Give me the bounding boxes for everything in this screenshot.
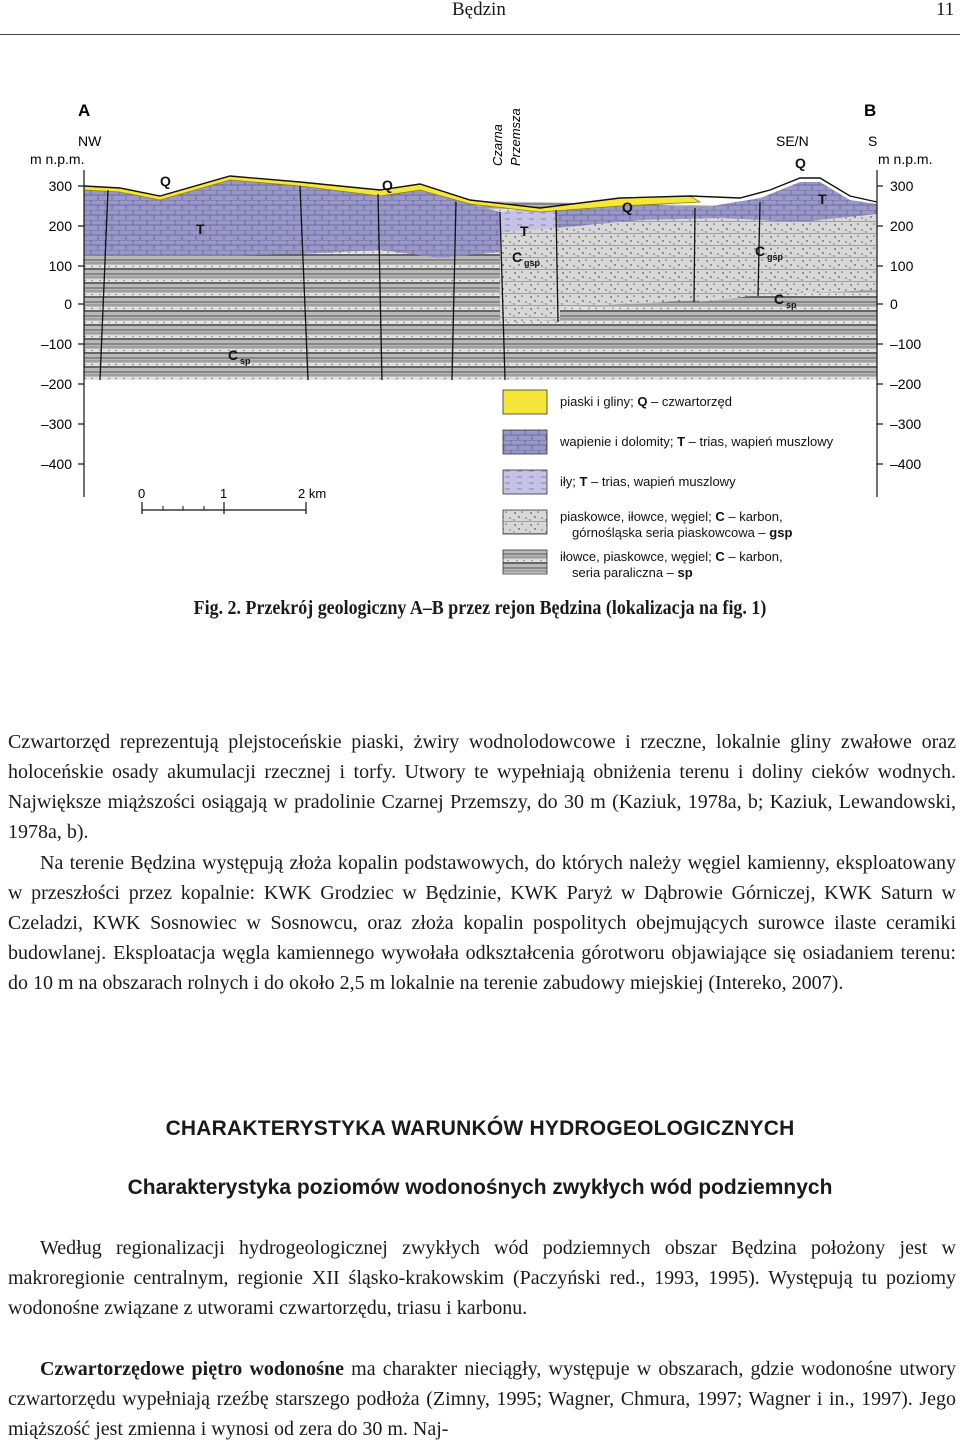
body-paragraph: Na terenie Będzina występują złoża kopalin podstawowych, do których należy węgiel kamienny, eksploatowany w przeszłości przez kopalnie: KWK Grodziec w Będzinie, KWK Paryż w Dąbrowie Górniczej, KWK Saturn w Czeladzi, KWK Sosnowiec w Sosnowcu, oraz złoża kopalin pospolitych obejmujących surowce ilaste ceramiki budowlanej. Eksploatacja węgla kamiennego wywołała odkształcenia górotworu objawiające się osiadaniem terenu: do 10 m na obszarach rolnych i do około 2,5 m lokalnie na terenie zabudowy miejskiej (Intereko, 2007). <box>8 852 956 994</box>
legend-label-line2: seria paraliczna – sp <box>572 565 693 580</box>
map-label-c: C <box>512 249 523 265</box>
y-tick-label: 0 <box>64 296 72 312</box>
section-end-label-a: A <box>78 101 91 120</box>
y-axis-left <box>41 178 84 472</box>
map-label-sp: sp <box>786 300 797 310</box>
subsection-heading: Charakterystyka poziomów wodonośnych zwykłych wód podziemnych <box>127 1176 833 1199</box>
map-label-t: T <box>520 223 529 239</box>
map-label-c: C <box>755 243 766 259</box>
unit-right: m n.p.m. <box>878 151 933 167</box>
gsp-layer-mid <box>556 214 700 308</box>
legend-swatch <box>503 510 547 534</box>
river-label-line1: Czarna <box>490 124 505 166</box>
y-axis-right <box>877 178 921 472</box>
unit-left: m n.p.m. <box>30 151 85 167</box>
legend-label: iłowce, piaskowce, węgiel; C – karbon, <box>560 549 783 564</box>
map-label-t: T <box>818 191 827 207</box>
y-tick-label: –100 <box>40 336 72 352</box>
body-paragraph <box>8 1354 956 1444</box>
geological-cross-section-figure <box>0 90 960 590</box>
y-tick-label: 100 <box>48 258 72 274</box>
y-tick-label: 300 <box>48 178 72 194</box>
map-label-c: C <box>228 347 239 363</box>
body-paragraph: Czwartorzęd reprezentują plejstoceńskie piaski, żwiry wodnolodowcowe i rzeczne, lokalnie gliny zwałowe oraz holoceńskie osady akumulacji rzecznej i torfy. Utwory te wypełniają obniżenia terenu i doliny cieków wodnych. Największe miąższości osiągają w pradolinie Czarnej Przemszy, do 30 m (Kaziuk, 1978a, b; Kaziuk, Lewandowski, 1978a, b). <box>8 731 956 843</box>
legend-label: piaski i gliny; Q – czwartorzęd <box>560 394 732 409</box>
section-heading: CHARAKTERYSTYKA WARUNKÓW HYDROGEOLOGICZNYCH <box>165 1117 795 1140</box>
map-label-q: Q <box>622 199 633 215</box>
map-label-sp: sp <box>240 356 251 366</box>
y-tick-label: –200 <box>890 376 922 392</box>
y-tick-label: 100 <box>890 258 914 274</box>
y-tick-label: –400 <box>890 456 922 472</box>
y-tick-label: –400 <box>40 456 72 472</box>
direction-nw: NW <box>78 133 102 149</box>
y-tick-label: –200 <box>40 376 72 392</box>
body-paragraph: Według regionalizacji hydrogeologicznej zwykłych wód podziemnych obszar Będzina położony jest w makroregionie centralnym, regionie XII śląsko-krakowskim (Paczyński red., 1993, 1995). Występują tu poziomy wodonośne związane z utworami czwartorzędu, triasu i karbonu. <box>8 1237 956 1319</box>
y-tick-label: 200 <box>48 218 72 234</box>
legend-label: wapienie i dolomity; T – trias, wapień muszlowy <box>560 434 834 449</box>
page-number: 11 <box>936 0 955 20</box>
scale-label: 2 km <box>298 486 327 501</box>
section-end-label-b: B <box>864 101 877 120</box>
running-title: Będzin <box>452 0 506 20</box>
legend-swatch <box>503 430 547 454</box>
legend-label-line2: górnośląska seria piaskowcowa – gsp <box>572 525 793 540</box>
map-label-q: Q <box>795 155 806 171</box>
gsp-layer-left <box>500 222 560 322</box>
river-label-line2: Przemsza <box>508 108 523 166</box>
map-label-t: T <box>196 221 205 237</box>
y-tick-label: 0 <box>890 296 898 312</box>
direction-sen: SE/N <box>776 133 809 149</box>
paragraph-text: ma charakter nieciągły, występuje w obszarach, gdzie wodonośne utwory czwartorzędu wypełniają rzeźbę starszego podłoża (Zimny, 1995; Wagner, Chmura, 1997; Wagner i in., 1997). Jego miąższość jest zmienna i wynosi od zera do 30 m. Naj- <box>8 1358 956 1440</box>
y-tick-label: 200 <box>890 218 914 234</box>
y-tick-label: –300 <box>890 416 922 432</box>
figure-caption: Fig. 2. Przekrój geologiczny A–B przez rejon Będzina (lokalizacja na fig. 1) <box>193 598 767 619</box>
gsp-layer-right <box>700 208 877 302</box>
scale-label: 0 <box>138 486 146 501</box>
legend-label: iły; T – trias, wapień muszlowy <box>560 474 736 489</box>
legend-swatch <box>503 390 547 414</box>
legend-label: piaskowce, iłowce, węgiel; C – karbon, <box>560 509 783 524</box>
running-header <box>0 0 960 35</box>
y-tick-label: –100 <box>890 336 922 352</box>
scale-label: 1 <box>220 486 228 501</box>
legend-swatch <box>503 550 547 574</box>
map-label-gsp: gsp <box>524 258 541 268</box>
paragraph-lead: Czwartorzędowe piętro wodonośne <box>40 1358 344 1380</box>
map-label-q: Q <box>382 177 393 193</box>
y-tick-label: 300 <box>890 178 914 194</box>
y-tick-label: –300 <box>40 416 72 432</box>
map-label-gsp: gsp <box>767 252 784 262</box>
map-label-c: C <box>774 291 785 307</box>
legend-swatch <box>503 470 547 494</box>
map-label-q: Q <box>160 173 171 189</box>
direction-s: S <box>868 133 878 149</box>
